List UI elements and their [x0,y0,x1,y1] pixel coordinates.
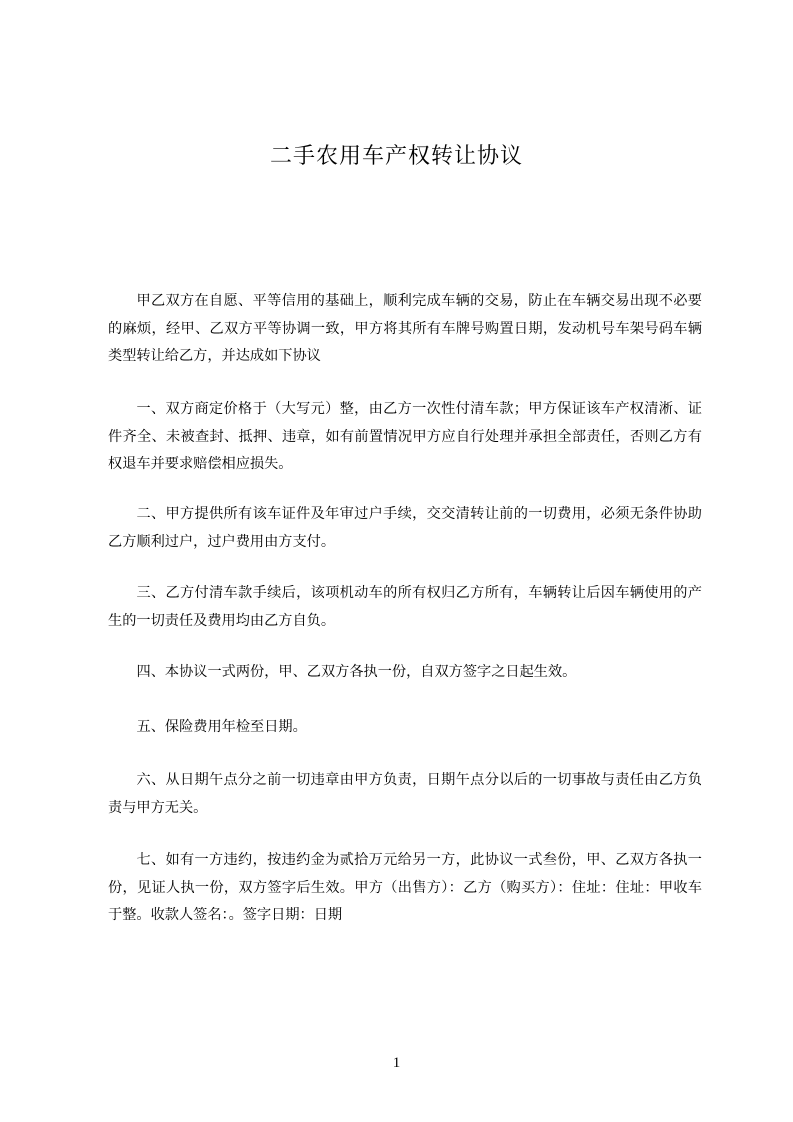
paragraph-clause-2: 二、甲方提供所有该车证件及年审过户手续，交交清转让前的一切费用，必须无条件协助乙方顺利过户，过户费用由方支付。 [108,506,702,550]
paragraph-clause-4: 四、本协议一式两份，甲、乙双方各执一份，自双方签字之日起生效。 [136,664,577,680]
page-number: 1 [392,1055,401,1071]
document-title: 二手农用车产权转让协议 [269,144,523,169]
paragraph-clause-3: 三、乙方付清车款手续后，该项机动车的所有权归乙方所有，车辆转让后因车辆使用的产生的一切责任及费用均由乙方自负。 [108,585,702,629]
paragraph-clause-6: 六、从日期午点分之前一切违章由甲方负责，日期午点分以后的一切事故与责任由乙方负责与甲方无关。 [108,772,702,816]
paragraph-clause-5: 五、保险费用年检至日期。 [136,719,307,735]
paragraph-clause-1: 一、双方商定价格于（大写元）整，由乙方一次性付清车款；甲方保证该车产权清淅、证件齐全、未被查封、抵押、违章，如有前置情况甲方应自行处理并承担全部责任，否则乙方有权退车并要求赔偿相应损失。 [108,401,702,472]
paragraph-intro: 甲乙双方在自愿、平等信用的基础上，顺利完成车辆的交易，防止在车辆交易出现不必要的麻烦，经甲、乙双方平等协调一致，甲方将其所有车牌号购置日期，发动机号车架号码车辆类型转让给乙方，并达成如下协议 [108,293,702,364]
paragraph-clause-7: 七、如有一方违约，按违约金为贰拾万元给另一方，此协议一式叁份，甲、乙双方各执一份，见证人执一份，双方签字后生效。甲方（出售方）：乙方（购买方）：住址：住址：甲收车于整。收款人签名：。签字日期：日期 [108,852,702,923]
